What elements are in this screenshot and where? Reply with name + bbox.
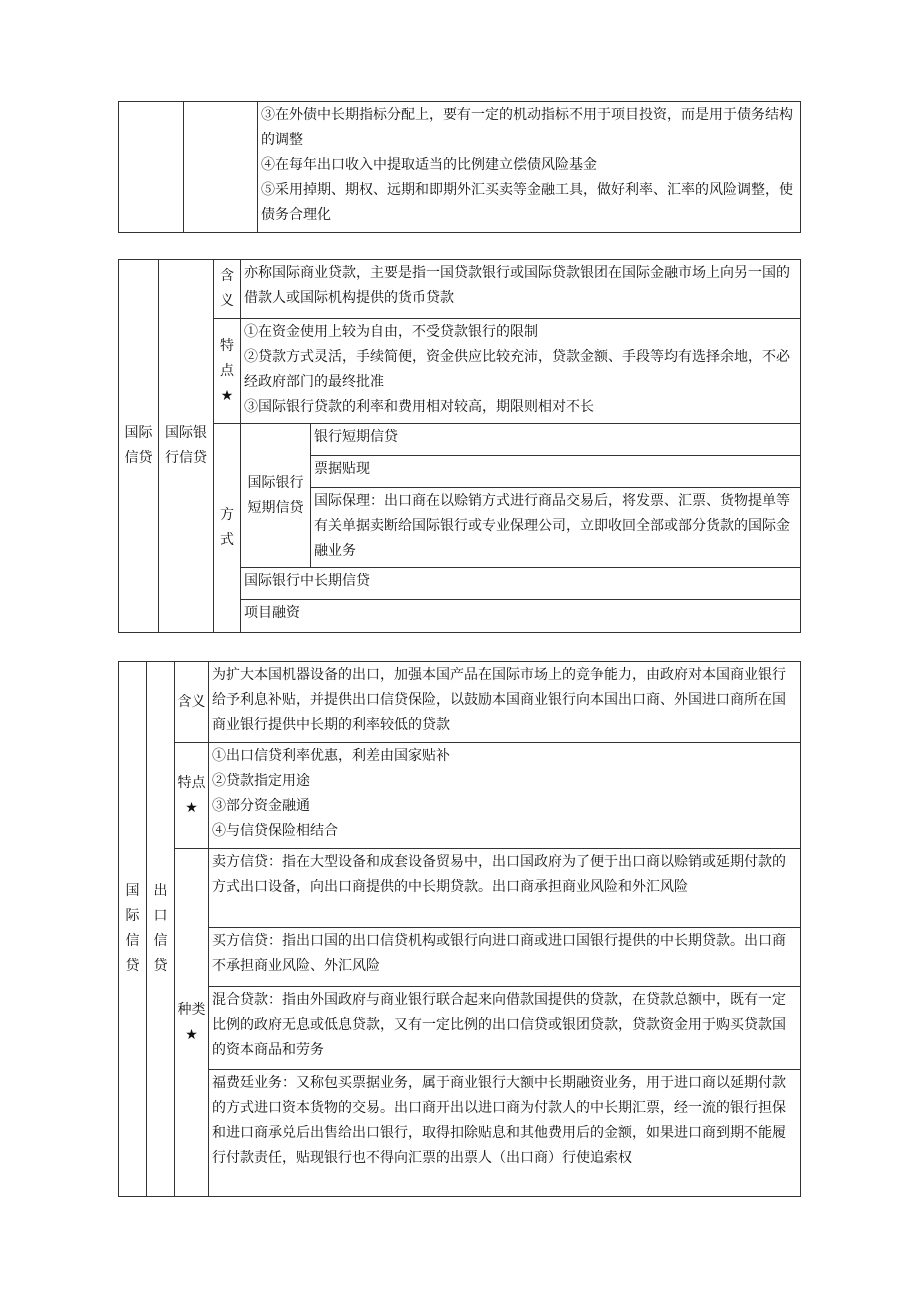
- sub-category-label: 出口信贷: [153, 883, 168, 974]
- short-term-item: 票据贴现: [311, 456, 801, 488]
- debt-measures-cell: [258, 102, 801, 233]
- empty-sub-cell: [184, 102, 258, 233]
- feature-item: ③部分资金融通: [212, 798, 310, 814]
- features-label: 特点: [177, 774, 206, 791]
- measure-item: ③在外债中长期指标分配上，要有一定的机动指标不用于项目投资，而是用于债务结构的调整: [261, 107, 793, 148]
- methods-label-cell: [214, 424, 241, 633]
- short-term-label-cell: [241, 424, 311, 568]
- features-cell: [209, 743, 801, 849]
- features-label-cell: [175, 743, 209, 849]
- features-cell: [241, 319, 801, 424]
- sub-category-cell: [159, 260, 214, 633]
- measure-item: ④在每年出口收入中提取适当的比例建立偿债风险基金: [261, 157, 597, 173]
- short-term-label: 国际银行短期信贷: [247, 474, 304, 516]
- feature-item: ①在资金使用上较为自由，不受贷款银行的限制: [244, 324, 538, 340]
- empty-category-cell: [119, 102, 184, 233]
- category-label: 国际信贷: [125, 883, 140, 974]
- feature-item: ④与信贷保险相结合: [212, 823, 338, 839]
- types-label-cell: [175, 849, 209, 1197]
- sub-category-cell: [147, 662, 175, 1197]
- international-bank-credit-table: [118, 259, 801, 633]
- category-cell: [119, 260, 159, 633]
- type-item: 卖方信贷：指在大型设备和成套设备贸易中，出口国政府为了便于出口商以赊销或延期付款的方式出口设备，向出口商提供的中长期贷款。出口商承担商业风险和外汇风险: [209, 849, 801, 928]
- features-label: 特点: [220, 337, 234, 379]
- category-label: 国际信贷: [124, 425, 153, 466]
- meaning-label-cell: [175, 662, 209, 743]
- type-item: 混合贷款：指由外国政府与商业银行联合起来向借款国提供的贷款，在贷款总额中，既有一定比例的政府无息或低息贷款，又有一定比例的出口信贷或银团贷款，贷款资金用于购买贷款国的资本商品和劳务: [209, 987, 801, 1070]
- feature-item: ③国际银行贷款的利率和费用相对较高，期限则相对不长: [244, 399, 594, 415]
- feature-item: ①出口信贷利率优惠，利差由国家贴补: [212, 748, 450, 764]
- category-cell: [119, 662, 147, 1197]
- meaning-label: 含义: [177, 693, 206, 710]
- star-icon: ★: [220, 387, 234, 404]
- feature-item: ②贷款指定用途: [212, 773, 310, 789]
- project-financing: 项目融资: [241, 600, 801, 633]
- short-term-item: 国际保理：出口商在以赊销方式进行商品交易后，将发票、汇票、货物提单等有关单据卖断给国际银行或专业保理公司，立即收回全部或部分货款的国际金融业务: [311, 488, 801, 568]
- star-icon: ★: [185, 799, 198, 816]
- star-icon: ★: [185, 1026, 198, 1043]
- meaning-label: 含义: [220, 268, 234, 309]
- meaning-text: 为扩大本国机器设备的出口，加强本国产品在国际市场上的竞争能力，由政府对本国商业银行给予利息补贴，并提供出口信贷保险，以鼓励本国商业银行向本国出口商、外国进口商所在国商业银行提供中长期的利率较低的贷款: [209, 662, 801, 743]
- export-credit-table: [118, 661, 801, 1197]
- type-item: 买方信贷：指出口国的出口信贷机构或银行向进口商或进口国银行提供的中长期贷款。出口商不承担商业风险、外汇风险: [209, 928, 801, 987]
- meaning-text: 亦称国际商业贷款，主要是指一国贷款银行或国际贷款银团在国际金融市场上向另一国的借款人或国际机构提供的货币贷款: [241, 260, 801, 319]
- types-label: 种类: [177, 1001, 206, 1018]
- sub-category-label: 国际银行信贷: [165, 425, 207, 466]
- features-label-cell: [214, 319, 241, 424]
- measure-item: ⑤采用掉期、期权、远期和即期外汇买卖等金融工具，做好利率、汇率的风险调整，使债务合理化: [261, 182, 793, 223]
- feature-item: ②贷款方式灵活，手续简便，资金供应比较充沛，贷款金额、手段等均有选择余地，不必经政府部门的最终批准: [244, 349, 790, 390]
- mid-long-term-credit: 国际银行中长期信贷: [241, 568, 801, 600]
- type-item: 福费廷业务：又称包买票据业务，属于商业银行大额中长期融资业务，用于进口商以延期付款的方式进口资本货物的交易。出口商开出以进口商为付款人的中长期汇票，经一流的银行担保和进口商承兑后出售给出口银行，取得扣除贴息和其他费用后的金额，如果进口商到期不能履行付款责任，贴现银行也不得向汇票的出票人（出口商）行使追索权: [209, 1070, 801, 1197]
- debt-management-table: [118, 101, 801, 233]
- methods-label: 方式: [220, 507, 234, 548]
- meaning-label-cell: [214, 260, 241, 319]
- short-term-item: 银行短期信贷: [311, 424, 801, 456]
